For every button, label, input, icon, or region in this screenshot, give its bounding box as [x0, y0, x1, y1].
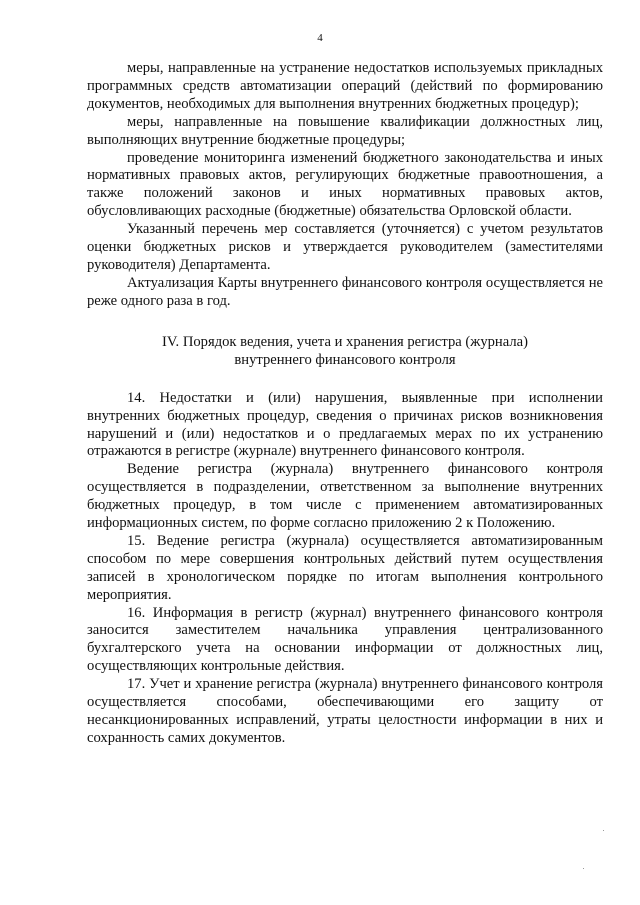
- section-heading-line: IV. Порядок ведения, учета и хранения регистра (журнала): [162, 333, 528, 350]
- section-heading-line: внутреннего финансового контроля: [234, 351, 456, 368]
- paragraph: меры, направленные на устранение недостатков используемых прикладных программных средств автоматизации операций (действий по формированию документов, необходимых для выполнения внутренних бюджетных процедур);: [87, 60, 603, 112]
- paragraph: 16. Информация в регистр (журнал) внутреннего финансового контроля заносится заместителем начальника управления централизованного бухгалтерского учета на основании информации от должностных лиц, осуществляющих контрольные действия.: [87, 604, 603, 675]
- paragraph: проведение мониторинга изменений бюджетного законодательства и иных нормативных правовых актов, регулирующих бюджетные правоотношения, а также положений законов и иных нормативных правовых актов, обусловливающих расходные (бюджетные) обязательства Орловской области.: [87, 149, 603, 220]
- paragraph: 14. Недостатки и (или) нарушения, выявленные при исполнении внутренних бюджетных процедур, сведения о причинах рисков возникновения нарушений и (или) недостатков и о предлагаемых мерах по их устранению отражаются в регистре (журнале) внутреннего финансового контроля.: [87, 389, 603, 460]
- paragraph: 17. Учет и хранение регистра (журнала) внутреннего финансового контроля осуществляется способами, обеспечивающими его защиту от несанкционированных исправлений, утраты целостности информации в них и сохранность самих документов.: [87, 676, 603, 746]
- paragraph: Указанный перечень мер составляется (уточняется) с учетом результатов оценки бюджетных рисков и утверждается руководителем (заместителями руководителя) Департамента.: [87, 221, 603, 273]
- paragraph: 15. Ведение регистра (журнала) осуществляется автоматизированным способом по мере совершения контрольных действий путем осуществления записей в хронологическом порядке по итогам выполнения контрольного мероприятия.: [87, 532, 603, 603]
- paragraph: меры, направленные на повышение квалификации должностных лиц, выполняющих внутренние бюджетные процедуры;: [87, 113, 603, 148]
- document-body: [87, 60, 603, 748]
- section-heading: [87, 333, 603, 369]
- scan-speck: [583, 868, 584, 869]
- paragraph: Актуализация Карты внутреннего финансового контроля осуществляется не реже одного раза в год.: [87, 274, 603, 309]
- scan-speck: [603, 830, 604, 831]
- page-number: 4: [317, 32, 323, 44]
- paragraph: Ведение регистра (журнала) внутреннего финансового контроля осуществляется в подразделении, ответственном за выполнение внутренних бюджетных процедур, в том числе с применением автоматизированных информационных систем, по форме согласно приложению 2 к Положению.: [87, 461, 603, 532]
